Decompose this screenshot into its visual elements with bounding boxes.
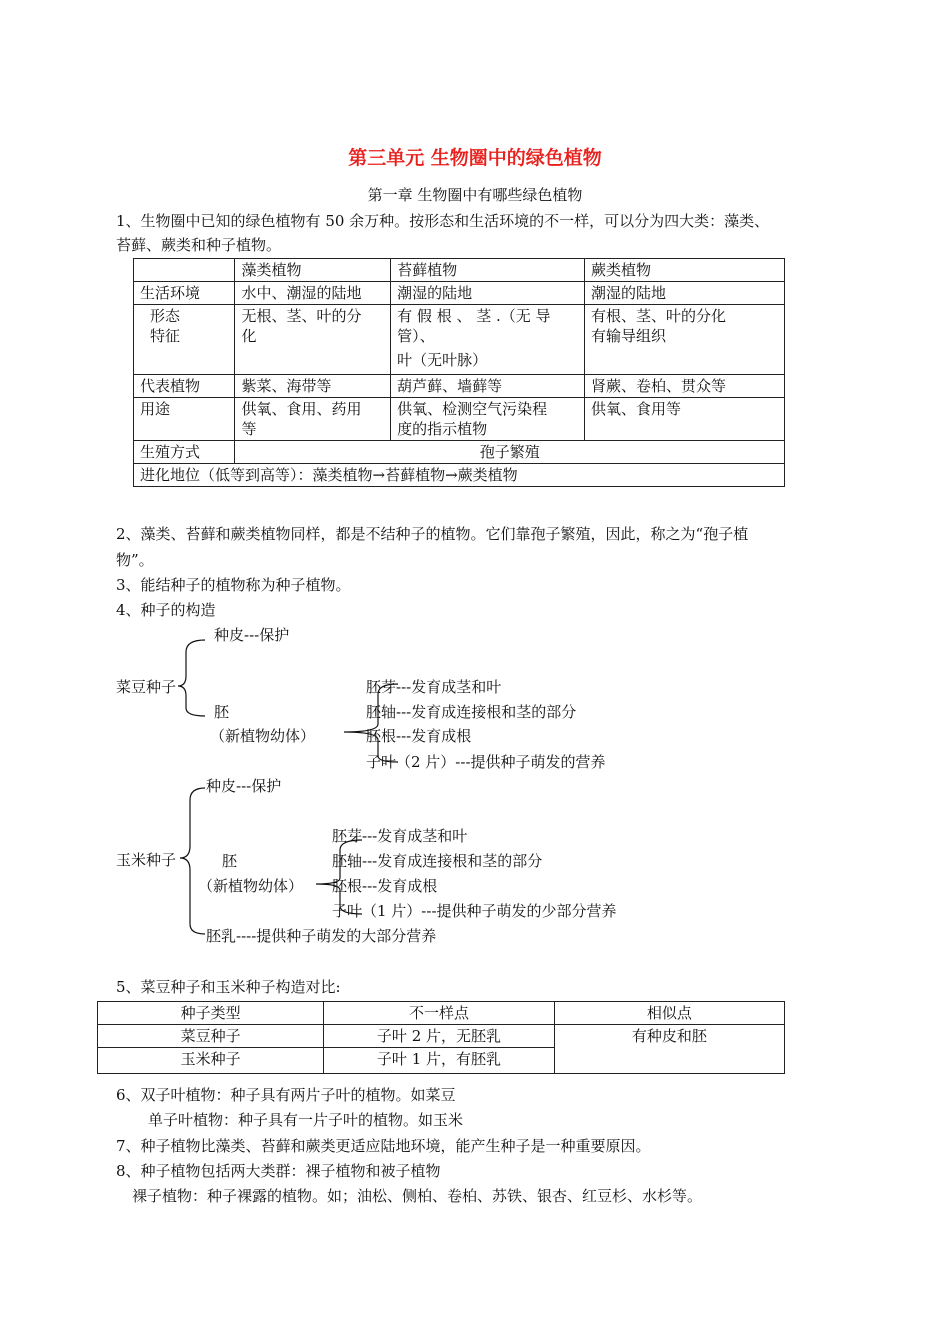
bean-seed-coat: 种皮---保护	[214, 626, 290, 644]
paragraph-6-line-1: 6、双子叶植物：种子具有两片子叶的植物。如菜豆	[116, 1086, 456, 1104]
table-cell: 肾蕨、卷柏、贯众等	[585, 375, 785, 398]
chapter-heading: 第一章 生物圈中有哪些绿色植物	[367, 186, 583, 204]
form-label-line-1: 形态	[150, 307, 181, 325]
table-cell: 菜豆种子	[98, 1025, 324, 1048]
bean-hypocotyl: 胚轴---发育成连接根和茎的部分	[366, 703, 577, 721]
table-row	[98, 1002, 785, 1025]
paragraph-6-line-2: 单子叶植物：种子具有一片子叶的植物。如玉米	[148, 1111, 464, 1129]
paragraph-1-line-1: 1、生物圈中已知的绿色植物有 50 余万种。按形态和生活环境的不一样，可以分为四大类：藻类、	[116, 212, 770, 230]
bean-embryo-note: （新植物幼体）	[210, 727, 316, 745]
cell-line: 无根、茎、叶的分	[241, 307, 362, 325]
table-row	[98, 1025, 785, 1048]
table-cell: 玉米种子	[98, 1048, 324, 1074]
table-header-cell: 蕨类植物	[585, 259, 785, 282]
cell-line: 度的指示植物	[397, 420, 488, 438]
table-cell: 孢子繁殖	[235, 441, 785, 464]
cell-line: 供氧、检测空气污染程	[397, 400, 548, 418]
corn-hypocotyl: 胚轴---发育成连接根和茎的部分	[332, 852, 543, 870]
table-cell: 葫芦藓、墙藓等	[391, 375, 585, 398]
table-row-label: 用途	[134, 398, 235, 441]
paragraph-5: 5、菜豆种子和玉米种子构造对比:	[116, 978, 341, 996]
paragraph-3: 3、能结种子的植物称为种子植物。	[116, 576, 351, 594]
paragraph-2-line-2: 物”。	[116, 551, 154, 569]
bean-cotyledon: 子叶（2 片）---提供种子萌发的营养	[366, 753, 606, 771]
table-cell: 有种皮和胚	[554, 1025, 784, 1074]
corn-seed-label: 玉米种子	[116, 851, 177, 869]
paragraph-1-line-2: 苔藓、蕨类和种子植物。	[116, 236, 282, 254]
paragraph-7: 7、种子植物比藻类、苔藓和蕨类更适应陆地环境，能产生种子是一种重要原因。	[116, 1137, 651, 1155]
cell-line: 等	[241, 420, 257, 438]
table-header-cell: 苔藓植物	[391, 259, 585, 282]
table-header-cell: 相似点	[554, 1002, 784, 1025]
table-cell: 进化地位（低等到高等）：藻类植物→苔藓植物→蕨类植物	[134, 464, 785, 487]
table-header-cell: 藻类植物	[235, 259, 391, 282]
bean-embryo: 胚	[214, 703, 230, 721]
paragraph-8: 8、种子植物包括两大类群：裸子植物和被子植物	[116, 1162, 441, 1180]
cell-line: 有根、茎、叶的分化	[591, 307, 727, 325]
table-cell: 子叶 1 片，有胚乳	[324, 1048, 554, 1074]
table-header-cell: 种子类型	[98, 1002, 324, 1025]
bean-embryo-brace	[344, 684, 398, 762]
bean-main-brace	[178, 640, 205, 716]
cell-line: 化	[241, 327, 257, 345]
paragraph-8-line-2: 裸子植物：种子裸露的植物。如；油松、侧柏、卷柏、苏铁、银杏、红豆杉、水杉等。	[132, 1187, 703, 1205]
paragraph-4: 4、种子的构造	[116, 601, 216, 619]
paragraph-2-line-1: 2、藻类、苔藓和蕨类植物同样，都是不结种子的植物。它们靠孢子繁殖，因此，称之为“孢子植	[116, 525, 749, 543]
corn-embryo-note: （新植物幼体）	[198, 877, 304, 895]
corn-radicle: 胚根---发育成根	[332, 877, 438, 895]
corn-embryo: 胚	[222, 852, 238, 870]
corn-endosperm: 胚乳----提供种子萌发的大部分营养	[206, 927, 437, 945]
table-row-label: 代表植物	[134, 375, 235, 398]
page-title: 第三单元 生物圈中的绿色植物	[348, 147, 602, 169]
table-row-label: 生活环境	[134, 282, 235, 305]
bean-plumule: 胚芽---发育成茎和叶	[366, 678, 502, 696]
table-cell: 紫菜、海带等	[235, 375, 391, 398]
seed-comparison-table	[97, 1001, 785, 1074]
corn-main-brace	[180, 788, 205, 934]
form-label-line-2: 特征	[150, 327, 181, 345]
cell-line: 管）、	[397, 327, 435, 345]
table-cell: 水中、潮湿的陆地	[235, 282, 391, 305]
corn-cotyledon: 子叶（1 片）---提供种子萌发的少部分营养	[332, 902, 617, 920]
table-row-label: 生殖方式	[134, 441, 235, 464]
table-cell: 潮湿的陆地	[585, 282, 785, 305]
cell-line: 叶（无叶脉）	[397, 351, 488, 369]
cell-line: 供氧、食用、药用	[241, 400, 362, 418]
corn-plumule: 胚芽---发育成茎和叶	[332, 827, 468, 845]
table-cell: 子叶 2 片，无胚乳	[324, 1025, 554, 1048]
table-header-cell: 不一样点	[324, 1002, 554, 1025]
bean-radicle: 胚根---发育成根	[366, 727, 472, 745]
table-cell: 供氧、食用等	[585, 398, 785, 441]
bean-seed-label: 菜豆种子	[116, 678, 177, 696]
cell-line: 有 假 根 、 茎 .（无 导	[397, 307, 551, 325]
table-cell: 潮湿的陆地	[391, 282, 585, 305]
cell-line: 有输导组织	[591, 327, 667, 345]
corn-seed-coat: 种皮---保护	[206, 777, 282, 795]
